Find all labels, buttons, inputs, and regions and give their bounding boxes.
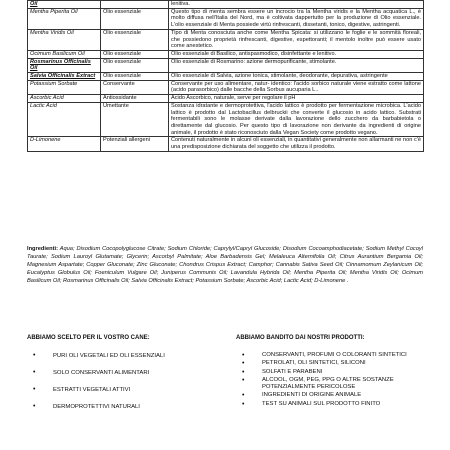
banned-item: • ALCOOL, OGM, PEG, PPG O ALTRE SOSTANZE POTENZIALMENTE PERICOLOSE (236, 377, 412, 392)
ingredient-name-cell: Potassium Sorbate (28, 80, 101, 94)
description-cell: lenitiva. (169, 1, 424, 9)
description-cell: Olio essenziale di Basilico, antispasmodico, disinfettante e lenitivo. (169, 50, 424, 58)
description-cell: Contenuti naturalmente in alcuni oli essenziali, in quantitativi generalmente non allarmanti ne non c'è una predisposizione dichiarata del soggetto che utilizza il prodotto. (169, 137, 424, 151)
chosen-item: • ESTRATTI VEGETALI ATTIVI (27, 386, 212, 395)
banned-item: • SOLFATI E PARABENI (236, 369, 412, 376)
table-row (28, 8, 424, 29)
table-row (28, 1, 424, 9)
table-row (28, 137, 424, 151)
table-row (28, 29, 424, 50)
function-cell: Potenziali allergeni (101, 137, 169, 151)
description-cell: Sostanza idratante e dermoprotettiva, l'acido lattico è prodotto per fermentazione microbica. L'acido lattico è prodotto dal Lactobacillus delbruckii che converte il glucosio in acido lattico. Substrati fermentabili sono le molasse derivate dalla lavorazione dello zucchero da barbabietola o direttamente dal glucosio. Per questo tipo di lavorazione non derivante da ingredienti di origine animale, il prodotto è stato riconosciuto dalla Vegan Society come prodotto vegano. (169, 102, 424, 137)
ingredient-name-cell: Mentha Piperita Oil (28, 8, 101, 29)
ingredients-label: Ingredienti: (27, 246, 58, 252)
table-row (28, 50, 424, 58)
table-row (28, 102, 424, 137)
function-cell: Conservante (101, 80, 169, 94)
description-cell: Olio essenziale di Salvia, azione tonica, stimolante, deodorante, depurativa, astringente (169, 73, 424, 81)
chosen-heading: ABBIAMO SCELTO PER IL VOSTRO CANE: (27, 335, 150, 341)
banned-list (236, 352, 412, 409)
ingredients-paragraph (27, 246, 423, 286)
banned-item: • CONSERVANTI, PROFUMI O COLORANTI SINTETICI (236, 352, 412, 359)
ingredient-name-cell: Oil (28, 1, 101, 9)
ingredient-name-cell: Rosmarinus Officinalis Oil (28, 58, 101, 72)
description-cell: Conservante per uso alimentare, natur- identico: l'acido sorbico naturale viene estratto come lattone (acido parasorbico) dalle bacche della Sorbus aucuparia L.. (169, 80, 424, 94)
function-cell: Olio essenziale (101, 58, 169, 72)
ingredients-text: Aqua; Disodium Cocopolyglucose Citrate; Sodium Chloride; Caprylyl/Capryl Glucoside; Disodium Cocoamphodiacetate; Sodium Methyl Cocoyl Taurate; Sodium Lauroyl Glutamate; Glycerin; Ascorbyl Palmitate; Aloe Barbadensis Gel; Melaleuca Alternifolia Oil; Citrus Aurantium Bergamia Oil; Magnesium Aspartate; Copper Gluconate; Zinc Gluconate; Chondrus Crispus Extract; Camphor; Cannabis Sativa Seed Oil; Cinnamomum Zeylanicum Oil; Eucalyptus Globulus Oil; Foeniculum Vulgare Oil; Juniperus Communis Oil; Lavandula Hybrida Oil; Mentha Piperita Oil; Mentha Viridis Oil; Ocimum Basilicum Oil; Rosmarinus Officinalis Oil; Salvia Officinalis Extract; Potassium Sorbate; Ascorbic Acid; Lactic Acid; D-Limonene . (27, 246, 423, 284)
table-row (28, 80, 424, 94)
ingredient-name-cell: Ascorbic Acid (28, 95, 101, 103)
banned-item: • PETROLATI, OLI SINTETICI, SILICONI (236, 360, 412, 367)
description-cell: Tipo di Menta conosciuta anche come Mentha Spicata: si utilizzano le foglie e le sommità floreali, che possiedono proprietà rinfrescanti, digestive, espettoranti; il mentolo inoltre può essere usato come anestetico. (169, 29, 424, 50)
banned-item: • INGREDIENTI DI ORIGINE ANIMALE (236, 392, 412, 399)
banned-item: • TEST SU ANIMALI SUL PRODOTTO FINITO (236, 401, 412, 408)
table-row (28, 58, 424, 72)
ingredient-name-cell: D-Limonene (28, 137, 101, 151)
table-row (28, 95, 424, 103)
ingredient-table (27, 0, 424, 152)
description-cell: Acido Ascorbico, naturale, serve per regolare il pH (169, 95, 424, 103)
chosen-item: • DERMOPROTETTIVI NATURALI (27, 403, 212, 412)
function-cell: Olio essenziale (101, 50, 169, 58)
function-cell: Olio essenziale (101, 8, 169, 29)
banned-heading: ABBIAMO BANDITO DAI NOSTRI PRODOTTI: (236, 335, 365, 341)
function-cell (101, 1, 169, 9)
ingredient-name-cell: Lactic Acid (28, 102, 101, 137)
function-cell: Antiossidante (101, 95, 169, 103)
ingredient-name-cell: Salvia Officinalis Extract (28, 73, 101, 81)
chosen-item: • SOLO CONSERVANTI ALIMENTARI (27, 369, 212, 378)
ingredient-name-cell: Mentha Viridis Oil (28, 29, 101, 50)
chosen-item: • PURI OLI VEGETALI ED OLI ESSENZIALI (27, 352, 212, 361)
function-cell: Olio essenziale (101, 73, 169, 81)
chosen-list (27, 352, 212, 420)
description-cell: Olio essenziale di Rosmarino: azione dermopurificante, stimolante. (169, 58, 424, 72)
ingredient-name-cell: Ocimum Basilicum Oil (28, 50, 101, 58)
function-cell: Olio essenziale (101, 29, 169, 50)
table-row (28, 73, 424, 81)
function-cell: Umettante (101, 102, 169, 137)
description-cell: Questo tipo di menta sembra essere un incrocio tra la Mentha viridis e la Mentha acquatica L., è molto diffusa nell'Italia del Nord, ma è coltivata dappertutto per la produzione di Olio essenziale. L'olio essenziale di Menta possiede virtù rinfrescanti, dissetanti, tonico, digestive, astringenti. (169, 8, 424, 29)
